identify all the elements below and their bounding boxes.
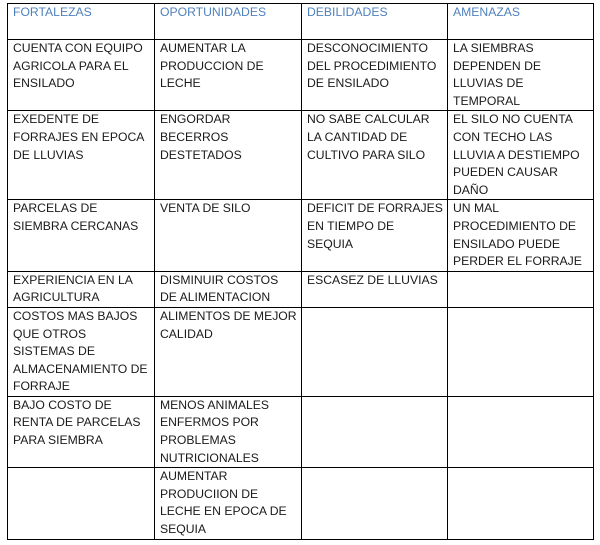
table-cell: BAJO COSTO DE RENTA DE PARCELAS PARA SIEMBRA bbox=[8, 396, 155, 467]
table-cell: ESCASEZ DE LLUVIAS bbox=[302, 271, 448, 307]
table-cell: ENGORDAR BECERROS DESTETADOS bbox=[155, 111, 302, 200]
table-cell: EXPERIENCIA EN LA AGRICULTURA bbox=[8, 271, 155, 307]
table-cell bbox=[448, 396, 594, 467]
table-row bbox=[8, 468, 594, 539]
table-cell: AUMENTAR LA PRODUCCION DE LECHE bbox=[155, 40, 302, 111]
table-row bbox=[8, 111, 594, 200]
table-cell bbox=[302, 396, 448, 467]
table-cell: PARCELAS DE SIEMBRA CERCANAS bbox=[8, 200, 155, 271]
table-cell bbox=[448, 307, 594, 396]
table-row bbox=[8, 396, 594, 467]
table-cell bbox=[8, 468, 155, 539]
table-cell bbox=[302, 468, 448, 539]
table-cell: EXEDENTE DE FORRAJES EN EPOCA DE LLUVIAS bbox=[8, 111, 155, 200]
table-cell: AUMENTAR PRODUCIION DE LECHE EN EPOCA DE SEQUIA bbox=[155, 468, 302, 539]
table-cell bbox=[302, 307, 448, 396]
swot-table bbox=[7, 3, 594, 540]
table-row bbox=[8, 307, 594, 396]
table-cell: DEFICIT DE FORRAJES EN TIEMPO DE SEQUIA bbox=[302, 200, 448, 271]
table-cell: VENTA DE SILO bbox=[155, 200, 302, 271]
table-cell: EL SILO NO CUENTA CON TECHO LAS LLUVIA A DESTIEMPO PUEDEN CAUSAR DAÑO bbox=[448, 111, 594, 200]
header-fortalezas: FORTALEZAS bbox=[8, 4, 155, 40]
table-cell bbox=[448, 271, 594, 307]
table-cell: CUENTA CON EQUIPO AGRICOLA PARA EL ENSILADO bbox=[8, 40, 155, 111]
table-row bbox=[8, 271, 594, 307]
header-amenazas: AMENAZAS bbox=[448, 4, 594, 40]
table-cell: MENOS ANIMALES ENFERMOS POR PROBLEMAS NUTRICIONALES bbox=[155, 396, 302, 467]
table-cell: DISMINUIR COSTOS DE ALIMENTACION bbox=[155, 271, 302, 307]
table-cell bbox=[448, 468, 594, 539]
table-cell: UN MAL PROCEDIMIENTO DE ENSILADO PUEDE PERDER EL FORRAJE bbox=[448, 200, 594, 271]
table-cell: ALIMENTOS DE MEJOR CALIDAD bbox=[155, 307, 302, 396]
table-row bbox=[8, 200, 594, 271]
header-oportunidades: OPORTUNIDADES bbox=[155, 4, 302, 40]
table-cell: NO SABE CALCULAR LA CANTIDAD DE CULTIVO PARA SILO bbox=[302, 111, 448, 200]
header-debilidades: DEBILIDADES bbox=[302, 4, 448, 40]
table-cell: COSTOS MAS BAJOS QUE OTROS SISTEMAS DE ALMACENAMIENTO DE FORRAJE bbox=[8, 307, 155, 396]
table-cell: DESCONOCIMIENTO DEL PROCEDIMIENTO DE ENSILADO bbox=[302, 40, 448, 111]
table-row bbox=[8, 40, 594, 111]
header-row bbox=[8, 4, 594, 40]
table-cell: LA SIEMBRAS DEPENDEN DE LLUVIAS DE TEMPORAL bbox=[448, 40, 594, 111]
